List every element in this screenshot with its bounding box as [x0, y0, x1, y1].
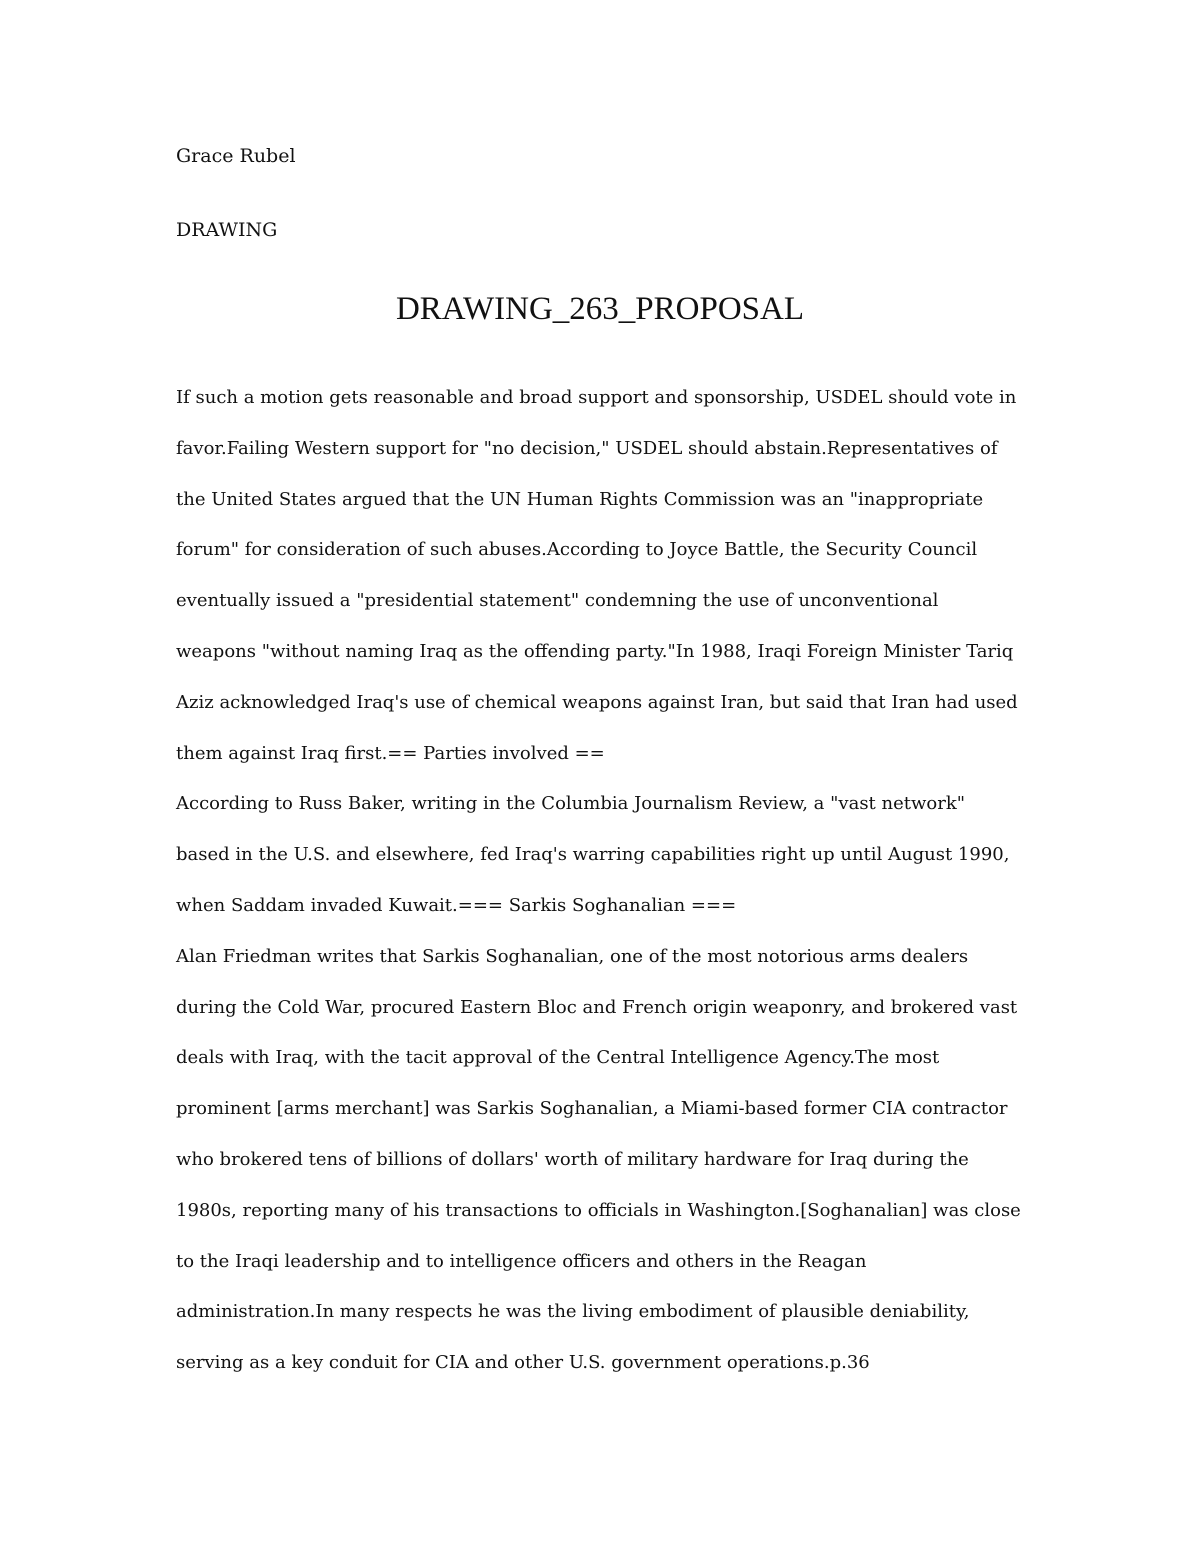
- body-line: eventually issued a "presidential statement" condemning the use of unconventional: [176, 590, 939, 612]
- body-line: prominent [arms merchant] was Sarkis Soghanalian, a Miami-based former CIA contractor: [176, 1098, 1008, 1120]
- body-line: deals with Iraq, with the tacit approval of the Central Intelligence Agency.The most: [176, 1047, 940, 1069]
- body-text: [176, 384, 1046, 1400]
- body-line: 1980s, reporting many of his transactions to officials in Washington.[Soghanalian] was close: [176, 1199, 1021, 1221]
- body-line: them against Iraq first.== Parties involved ==: [176, 742, 605, 764]
- body-line: weapons "without naming Iraq as the offending party."In 1988, Iraqi Foreign Minister Tariq: [176, 640, 1014, 662]
- body-line: who brokered tens of billions of dollars' worth of military hardware for Iraq during the: [176, 1148, 969, 1170]
- body-line: If such a motion gets reasonable and broad support and sponsorship, USDEL should vote in: [176, 387, 1017, 408]
- course-name: DRAWING: [176, 219, 278, 241]
- body-line: According to Russ Baker, writing in the Columbia Journalism Review, a "vast network": [176, 793, 966, 815]
- body-line: to the Iraqi leadership and to intelligence officers and others in the Reagan: [176, 1250, 867, 1272]
- body-line: during the Cold War, procured Eastern Bloc and French origin weaponry, and brokered vast: [176, 996, 1018, 1018]
- body-line: when Saddam invaded Kuwait.=== Sarkis Soghanalian ===: [176, 894, 737, 916]
- body-line: favor.Failing Western support for "no decision," USDEL should abstain.Representatives of: [176, 437, 998, 459]
- document-title: DRAWING_263_PROPOSAL: [395, 291, 805, 327]
- body-line: serving as a key conduit for CIA and other U.S. government operations.p.36: [176, 1352, 870, 1374]
- body-line: Aziz acknowledged Iraq's use of chemical weapons against Iran, but said that Iran had used: [176, 691, 1018, 713]
- body-line: forum" for consideration of such abuses.According to Joyce Battle, the Security Council: [176, 539, 978, 561]
- body-line: Alan Friedman writes that Sarkis Soghanalian, one of the most notorious arms dealers: [176, 945, 969, 967]
- body-line: administration.In many respects he was the living embodiment of plausible deniability,: [176, 1301, 970, 1323]
- author-name: Grace Rubel: [176, 145, 296, 167]
- body-line: based in the U.S. and elsewhere, fed Iraq's warring capabilities right up until August 1990,: [176, 844, 1010, 866]
- body-line: the United States argued that the UN Human Rights Commission was an "inappropriate: [176, 488, 984, 510]
